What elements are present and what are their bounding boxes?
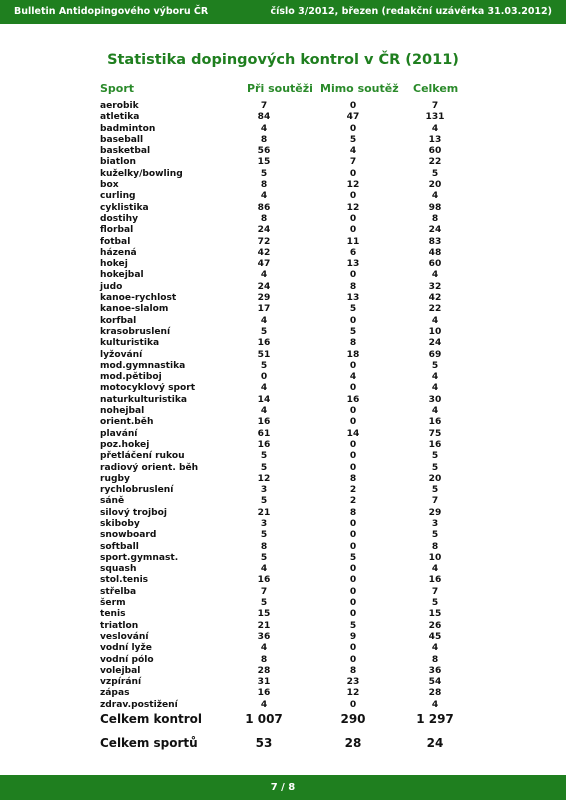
total-count: 28 [428, 688, 442, 699]
table-row [0, 485, 566, 496]
column-header-in-competition: Při soutěži [247, 82, 313, 95]
total-count: 75 [428, 428, 442, 439]
in-competition-count: 84 [257, 112, 271, 123]
out-of-competition-count: 8 [349, 338, 357, 349]
table-row [0, 316, 566, 327]
out-of-competition-count: 0 [349, 699, 357, 710]
total-count: 8 [431, 541, 439, 552]
sport-name: mod.gymnastika [100, 360, 186, 371]
in-competition-count: 5 [260, 326, 268, 337]
table-row [0, 621, 566, 632]
total-count: 8 [431, 654, 439, 665]
sport-name: rugby [100, 473, 130, 484]
in-competition-count: 7 [260, 101, 268, 111]
total-count: 22 [428, 157, 442, 168]
in-competition-count: 86 [257, 202, 271, 213]
in-competition-count: 47 [257, 259, 271, 270]
sport-name: hokejbal [100, 270, 144, 281]
table-row [0, 169, 566, 180]
total-count: 32 [428, 281, 442, 292]
table-row [0, 655, 566, 666]
out-of-competition-count: 0 [349, 643, 357, 654]
out-of-competition-count: 0 [349, 417, 357, 428]
page-title: Statistika dopingových kontrol v ČR (2011) [107, 52, 459, 68]
column-header-sport: Sport [100, 82, 135, 95]
in-competition-count: 28 [257, 665, 271, 676]
out-of-competition-count: 2 [349, 485, 357, 496]
sport-name: squash [100, 564, 137, 575]
table-row [0, 237, 566, 248]
totals-label: Celkem sportů [100, 736, 198, 750]
column-header-total: Celkem [413, 82, 459, 95]
in-competition-count: 8 [260, 180, 268, 191]
out-of-competition-count: 0 [349, 191, 357, 202]
sport-name: silový trojboj [100, 507, 167, 518]
sport-name: biatlon [100, 157, 136, 168]
out-of-competition-count: 2 [349, 496, 357, 507]
totals-total: 24 [426, 736, 444, 750]
sport-name: skiboby [100, 518, 140, 529]
total-count: 15 [428, 609, 442, 620]
total-count: 4 [431, 406, 439, 417]
out-of-competition-count: 0 [349, 518, 357, 529]
table-row [0, 609, 566, 620]
sport-name: basketbal [100, 146, 151, 157]
total-count: 16 [428, 439, 442, 450]
out-of-competition-count: 4 [349, 372, 357, 383]
total-count: 60 [428, 259, 442, 270]
total-count: 83 [428, 236, 442, 247]
table-header [0, 82, 566, 98]
sport-name: motocyklový sport [100, 383, 196, 394]
table-row [0, 451, 566, 462]
table-row [0, 203, 566, 214]
in-competition-count: 4 [260, 406, 268, 417]
in-competition-count: 31 [257, 677, 271, 688]
out-of-competition-count: 5 [349, 134, 357, 145]
in-competition-count: 16 [257, 417, 271, 428]
total-count: 29 [428, 507, 442, 518]
out-of-competition-count: 4 [349, 146, 357, 157]
in-competition-count: 3 [260, 518, 268, 529]
out-of-competition-count: 8 [349, 281, 357, 292]
out-of-competition-count: 0 [349, 609, 357, 620]
totals-row-sports [0, 734, 566, 752]
out-of-competition-count: 0 [349, 564, 357, 575]
in-competition-count: 5 [260, 552, 268, 563]
total-count: 24 [428, 225, 442, 236]
in-competition-count: 21 [257, 620, 271, 631]
in-competition-count: 7 [260, 586, 268, 597]
totals-in-competition: 53 [255, 736, 273, 750]
sport-name: sáně [100, 496, 125, 507]
out-of-competition-count: 0 [349, 654, 357, 665]
total-count: 5 [431, 451, 439, 462]
out-of-competition-count: 14 [346, 428, 360, 439]
out-of-competition-count: 0 [349, 439, 357, 450]
sport-name: judo [100, 281, 123, 292]
in-competition-count: 8 [260, 213, 268, 224]
sport-name: orient.běh [100, 417, 154, 428]
in-competition-count: 4 [260, 123, 268, 134]
total-count: 24 [428, 338, 442, 349]
sport-name: triatlon [100, 620, 139, 631]
in-competition-count: 8 [260, 134, 268, 145]
total-count: 54 [428, 677, 442, 688]
sport-name: poz.hokej [100, 439, 150, 450]
out-of-competition-count: 12 [346, 202, 360, 213]
sport-name: korfbal [100, 315, 137, 326]
total-count: 20 [428, 180, 442, 191]
table-row [0, 496, 566, 507]
sport-name: přetláčení rukou [100, 451, 185, 462]
in-competition-count: 4 [260, 191, 268, 202]
sport-name: lyžování [100, 349, 143, 360]
table-row [0, 293, 566, 304]
sport-name: florbal [100, 225, 134, 236]
total-count: 4 [431, 564, 439, 575]
in-competition-count: 4 [260, 270, 268, 281]
table-row [0, 135, 566, 146]
in-competition-count: 3 [260, 485, 268, 496]
out-of-competition-count: 0 [349, 315, 357, 326]
out-of-competition-count: 5 [349, 552, 357, 563]
in-competition-count: 8 [260, 654, 268, 665]
table-row [0, 112, 566, 123]
in-competition-count: 8 [260, 541, 268, 552]
in-competition-count: 4 [260, 383, 268, 394]
table-row [0, 530, 566, 541]
table-row [0, 463, 566, 474]
in-competition-count: 5 [260, 451, 268, 462]
out-of-competition-count: 0 [349, 383, 357, 394]
in-competition-count: 5 [260, 360, 268, 371]
table-row [0, 395, 566, 406]
table-row [0, 180, 566, 191]
sport-name: tenis [100, 609, 126, 620]
table-row [0, 270, 566, 281]
out-of-competition-count: 0 [349, 213, 357, 224]
sport-name: rychlobruslení [100, 485, 174, 496]
sport-name: box [100, 180, 119, 191]
total-count: 10 [428, 552, 442, 563]
sport-name: šerm [100, 598, 126, 609]
out-of-competition-count: 0 [349, 598, 357, 609]
table-body [0, 101, 566, 711]
in-competition-count: 16 [257, 338, 271, 349]
sport-name: softball [100, 541, 139, 552]
total-count: 30 [428, 394, 442, 405]
sport-name: atletika [100, 112, 140, 123]
total-count: 3 [431, 518, 439, 529]
totals-row-controls [0, 710, 566, 728]
in-competition-count: 15 [257, 157, 271, 168]
total-count: 5 [431, 485, 439, 496]
in-competition-count: 56 [257, 146, 271, 157]
total-count: 5 [431, 168, 439, 179]
out-of-competition-count: 18 [346, 349, 360, 360]
totals-out-of-competition: 28 [344, 736, 362, 750]
header-bar [0, 0, 566, 24]
table-row [0, 259, 566, 270]
out-of-competition-count: 0 [349, 462, 357, 473]
in-competition-count: 5 [260, 530, 268, 541]
table-row [0, 519, 566, 530]
total-count: 7 [431, 586, 439, 597]
table-row [0, 598, 566, 609]
out-of-competition-count: 8 [349, 507, 357, 518]
total-count: 7 [431, 101, 439, 111]
issue-info: číslo 3/2012, březen (redakční uzávěrka 31.03.2012) [270, 6, 552, 17]
total-count: 4 [431, 191, 439, 202]
sport-name: naturkulturistika [100, 394, 188, 405]
table-row [0, 542, 566, 553]
sport-name: mod.pětiboj [100, 372, 162, 383]
out-of-competition-count: 0 [349, 530, 357, 541]
sport-name: aerobik [100, 101, 139, 111]
out-of-competition-count: 11 [346, 236, 360, 247]
in-competition-count: 12 [257, 473, 271, 484]
totals-label: Celkem kontrol [100, 712, 202, 726]
table-row [0, 564, 566, 575]
out-of-competition-count: 0 [349, 586, 357, 597]
in-competition-count: 51 [257, 349, 271, 360]
out-of-competition-count: 13 [346, 293, 360, 304]
sport-name: stol.tenis [100, 575, 149, 586]
in-competition-count: 16 [257, 439, 271, 450]
sport-name: sport.gymnast. [100, 552, 179, 563]
sport-name: kulturistika [100, 338, 160, 349]
table-row [0, 157, 566, 168]
total-count: 4 [431, 123, 439, 134]
in-competition-count: 17 [257, 304, 271, 315]
sport-name: nohejbal [100, 406, 145, 417]
total-count: 131 [425, 112, 445, 123]
sport-name: radiový orient. běh [100, 462, 199, 473]
sport-name: kanoe-slalom [100, 304, 169, 315]
in-competition-count: 4 [260, 315, 268, 326]
out-of-competition-count: 0 [349, 168, 357, 179]
sport-name: krasobruslení [100, 326, 171, 337]
in-competition-count: 5 [260, 598, 268, 609]
total-count: 4 [431, 699, 439, 710]
total-count: 69 [428, 349, 442, 360]
out-of-competition-count: 0 [349, 225, 357, 236]
table-row [0, 587, 566, 598]
sport-name: vodní pólo [100, 654, 154, 665]
out-of-competition-count: 8 [349, 665, 357, 676]
sport-name: zdrav.postižení [100, 699, 178, 710]
table-row [0, 474, 566, 485]
out-of-competition-count: 0 [349, 123, 357, 134]
in-competition-count: 24 [257, 281, 271, 292]
total-count: 5 [431, 598, 439, 609]
out-of-competition-count: 5 [349, 326, 357, 337]
sport-name: kuželky/bowling [100, 168, 183, 179]
out-of-competition-count: 9 [349, 631, 357, 642]
table-row [0, 214, 566, 225]
out-of-competition-count: 0 [349, 575, 357, 586]
table-row [0, 677, 566, 688]
table-row [0, 361, 566, 372]
in-competition-count: 36 [257, 631, 271, 642]
sport-name: hokej [100, 259, 128, 270]
total-count: 16 [428, 575, 442, 586]
in-competition-count: 5 [260, 462, 268, 473]
total-count: 7 [431, 496, 439, 507]
in-competition-count: 16 [257, 688, 271, 699]
totals-in-competition: 1 007 [245, 712, 283, 726]
sport-name: dostihy [100, 213, 139, 224]
page-number: 7 / 8 [270, 782, 296, 793]
total-count: 13 [428, 134, 442, 145]
in-competition-count: 5 [260, 168, 268, 179]
table-row [0, 248, 566, 259]
total-count: 20 [428, 473, 442, 484]
table-row [0, 304, 566, 315]
out-of-competition-count: 7 [349, 157, 357, 168]
sport-name: curling [100, 191, 136, 202]
table-row [0, 350, 566, 361]
in-competition-count: 21 [257, 507, 271, 518]
table-row [0, 417, 566, 428]
table-row [0, 225, 566, 236]
table-row [0, 440, 566, 451]
table-row [0, 372, 566, 383]
table-row [0, 282, 566, 293]
total-count: 48 [428, 247, 442, 258]
table-row [0, 101, 566, 112]
out-of-competition-count: 5 [349, 620, 357, 631]
out-of-competition-count: 13 [346, 259, 360, 270]
in-competition-count: 72 [257, 236, 271, 247]
out-of-competition-count: 12 [346, 180, 360, 191]
total-count: 4 [431, 315, 439, 326]
total-count: 4 [431, 383, 439, 394]
in-competition-count: 24 [257, 225, 271, 236]
out-of-competition-count: 6 [349, 247, 357, 258]
out-of-competition-count: 5 [349, 304, 357, 315]
sport-name: plavání [100, 428, 138, 439]
table-row [0, 632, 566, 643]
footer-bar [0, 775, 566, 800]
sport-name: střelba [100, 586, 137, 597]
total-count: 5 [431, 360, 439, 371]
out-of-competition-count: 47 [346, 112, 360, 123]
out-of-competition-count: 0 [349, 360, 357, 371]
sport-name: badminton [100, 123, 156, 134]
out-of-competition-count: 0 [349, 101, 357, 111]
total-count: 22 [428, 304, 442, 315]
total-count: 5 [431, 530, 439, 541]
in-competition-count: 29 [257, 293, 271, 304]
out-of-competition-count: 16 [346, 394, 360, 405]
sport-name: snowboard [100, 530, 157, 541]
in-competition-count: 0 [260, 372, 268, 383]
in-competition-count: 61 [257, 428, 271, 439]
sport-name: kanoe-rychlost [100, 293, 177, 304]
total-count: 36 [428, 665, 442, 676]
total-count: 4 [431, 270, 439, 281]
sport-name: vzpírání [100, 677, 142, 688]
in-competition-count: 4 [260, 564, 268, 575]
table-row [0, 666, 566, 677]
table-row [0, 383, 566, 394]
total-count: 8 [431, 213, 439, 224]
table-row [0, 429, 566, 440]
total-count: 4 [431, 372, 439, 383]
total-count: 42 [428, 293, 442, 304]
sport-name: vodní lyže [100, 643, 152, 654]
out-of-competition-count: 23 [346, 677, 360, 688]
table-row [0, 146, 566, 157]
table-row [0, 553, 566, 564]
totals-out-of-competition: 290 [340, 712, 366, 726]
table-row [0, 338, 566, 349]
sport-name: baseball [100, 134, 144, 145]
table-row [0, 575, 566, 586]
table-row [0, 191, 566, 202]
in-competition-count: 42 [257, 247, 271, 258]
total-count: 10 [428, 326, 442, 337]
table-row [0, 327, 566, 338]
in-competition-count: 4 [260, 699, 268, 710]
in-competition-count: 15 [257, 609, 271, 620]
in-competition-count: 14 [257, 394, 271, 405]
totals-total: 1 297 [416, 712, 454, 726]
out-of-competition-count: 12 [346, 688, 360, 699]
out-of-competition-count: 0 [349, 270, 357, 281]
total-count: 16 [428, 417, 442, 428]
table-row [0, 406, 566, 417]
out-of-competition-count: 0 [349, 451, 357, 462]
sport-name: fotbal [100, 236, 131, 247]
sport-name: volejbal [100, 665, 141, 676]
out-of-competition-count: 8 [349, 473, 357, 484]
in-competition-count: 16 [257, 575, 271, 586]
total-count: 4 [431, 643, 439, 654]
table-row [0, 688, 566, 699]
out-of-competition-count: 0 [349, 541, 357, 552]
in-competition-count: 5 [260, 496, 268, 507]
sport-name: zápas [100, 688, 130, 699]
table-row [0, 643, 566, 654]
total-count: 98 [428, 202, 442, 213]
in-competition-count: 4 [260, 643, 268, 654]
bulletin-name: Bulletin Antidopingového výboru ČR [14, 6, 209, 17]
sport-name: házená [100, 247, 137, 258]
total-count: 45 [428, 631, 442, 642]
table-row [0, 508, 566, 519]
sport-name: cyklistika [100, 202, 149, 213]
table-row [0, 124, 566, 135]
column-header-out-of-competition: Mimo soutěž [320, 82, 399, 95]
total-count: 5 [431, 462, 439, 473]
total-count: 26 [428, 620, 442, 631]
sport-name: veslování [100, 631, 149, 642]
out-of-competition-count: 0 [349, 406, 357, 417]
total-count: 60 [428, 146, 442, 157]
